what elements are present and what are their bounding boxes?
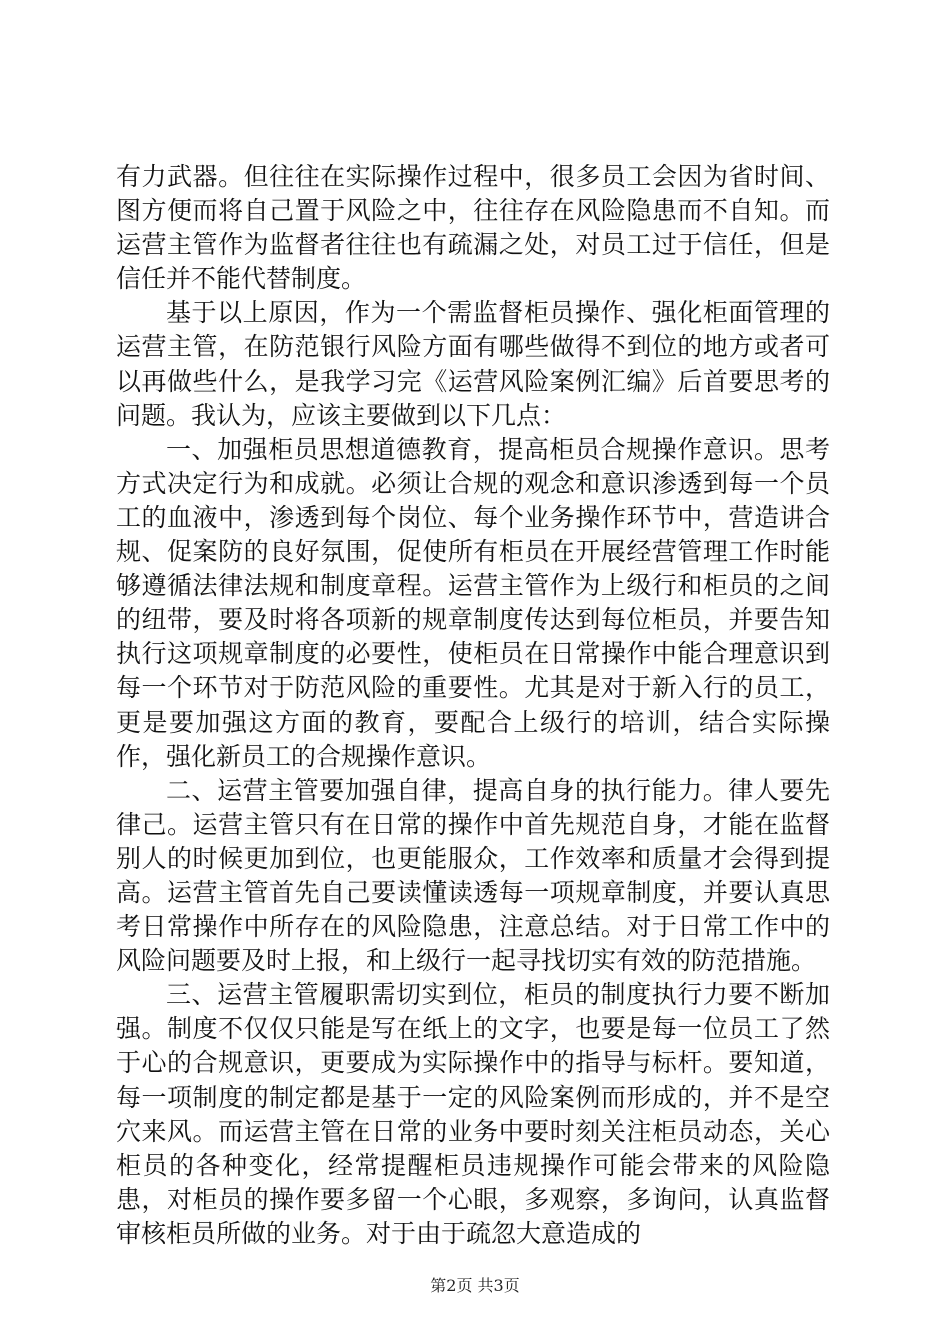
paragraph-reasons: 基于以上原因，作为一个需监督柜员操作、强化柜面管理的运营主管，在防范银行风险方面有哪些做得不到位的地方或者可以再做些什么，是我学习完《运营风险案例汇编》后首要思考的问题。我认为，应该主要做到以下几点： xyxy=(116,298,830,430)
paragraph-point-one: 一、加强柜员思想道德教育，提高柜员合规操作意识。思考方式决定行为和成就。必须让合规的观念和意识渗透到每一个员工的血液中，渗透到每个岗位、每个业务操作环节中，营造讲合规、促案防的良好氛围，促使所有柜员在开展经营管理工作时能够遵循法律法规和制度章程。运营主管作为上级行和柜员的之间的纽带，要及时将各项新的规章制度传达到每位柜员，并要告知执行这项规章制度的必要性，使柜员在日常操作中能合理意识到每一个环节对于防范风险的重要性。尤其是对于新入行的员工，更是要加强这方面的教育，要配合上级行的培训，结合实际操作，强化新员工的合规操作意识。 xyxy=(116,434,830,771)
paragraph-point-three: 三、运营主管履职需切实到位，柜员的制度执行力要不断加强。制度不仅仅只能是写在纸上的文字，也要是每一位员工了然于心的合规意识，更要成为实际操作中的指导与标杆。要知道，每一项制度的制定都是基于一定的风险案例而形成的，并不是空穴来风。而运营主管在日常的业务中要时刻关注柜员动态，关心柜员的各种变化，经常提醒柜员违规操作可能会带来的风险隐患，对柜员的操作要多留一个心眼，多观察，多询问，认真监督审核柜员所做的业务。对于由于疏忽大意造成的 xyxy=(116,980,830,1248)
paragraph-continuation: 有力武器。但往往在实际操作过程中，很多员工会因为省时间、图方便而将自己置于风险之中，往往存在风险隐患而不自知。而运营主管作为监督者往往也有疏漏之处，对员工过于信任，但是信任并不能代替制度。 xyxy=(116,162,830,294)
page-footer: 第2页 共3页 xyxy=(430,1276,520,1295)
document-body xyxy=(116,160,830,1251)
paragraph-point-two: 二、运营主管要加强自律，提高自身的执行能力。律人要先律己。运营主管只有在日常的操作中首先规范自身，才能在监督别人的时候更加到位，也更能服众，工作效率和质量才会得到提高。运营主管首先自己要读懂读透每一项规章制度，并要认真思考日常操作中所存在的风险隐患，注意总结。对于日常工作中的风险问题要及时上报，和上级行一起寻找切实有效的防范措施。 xyxy=(116,775,830,976)
